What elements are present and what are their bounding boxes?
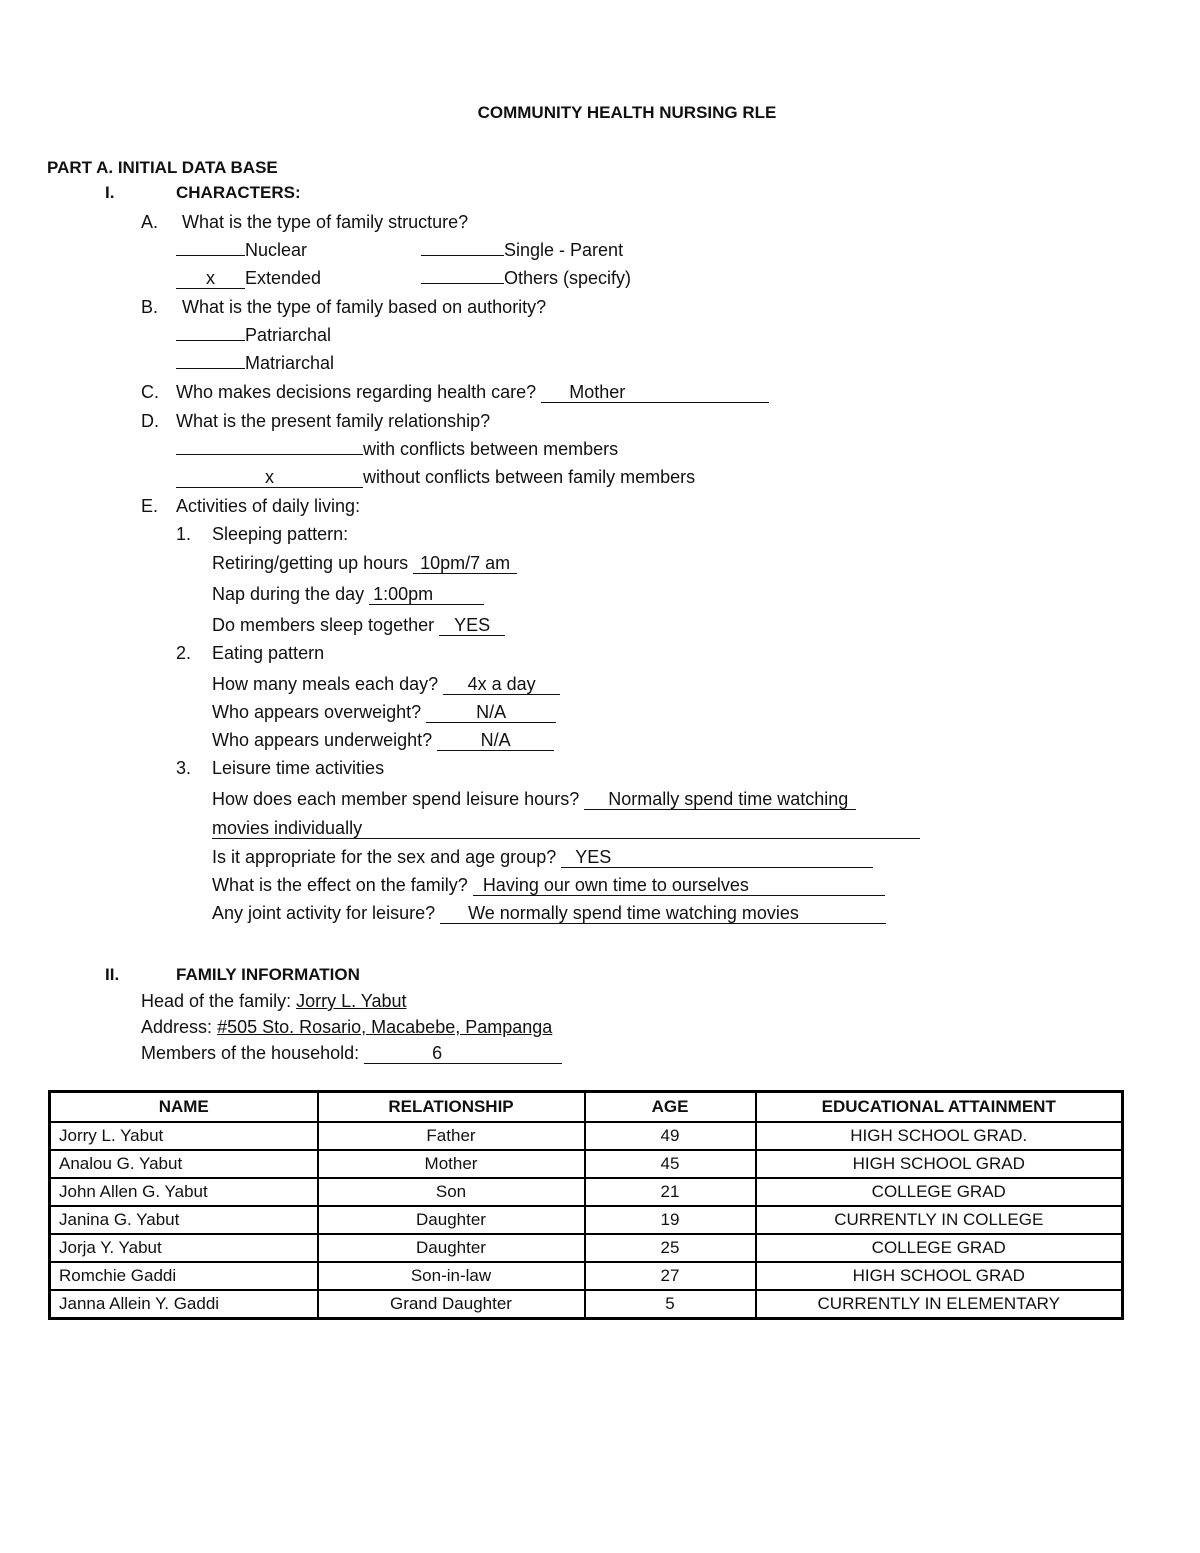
question-d-letter: D. — [141, 411, 159, 431]
option-nuclear-label: Nuclear — [245, 240, 308, 260]
question-a-letter: A. — [141, 212, 159, 232]
member-relationship: Son-in-law — [318, 1262, 585, 1290]
table-row — [50, 1262, 1123, 1290]
option-without-conflicts-label: without conflicts between family members — [363, 467, 696, 487]
together-answer[interactable]: YES — [439, 615, 505, 636]
table-row — [50, 1150, 1123, 1178]
address-row — [141, 1016, 552, 1038]
meals-answer[interactable]: 4x a day — [443, 674, 560, 695]
option-patriarchal-label: Patriarchal — [245, 325, 332, 345]
underweight-question: Who appears underweight? — [212, 730, 433, 750]
table-header-row — [50, 1092, 1123, 1123]
member-age: 5 — [585, 1290, 756, 1319]
nap-question: Nap during the day — [212, 584, 365, 604]
member-education: HIGH SCHOOL GRAD — [756, 1150, 1123, 1178]
eat-heading: Eating pattern — [212, 643, 325, 663]
section-2-number: II. — [105, 965, 120, 984]
member-relationship: Daughter — [318, 1234, 585, 1262]
overweight-row — [212, 701, 556, 723]
question-c-row — [176, 381, 769, 403]
member-education: CURRENTLY IN ELEMENTARY — [756, 1290, 1123, 1319]
others-blank[interactable] — [421, 283, 504, 284]
part-a-heading: PART A. INITIAL DATA BASE — [47, 158, 278, 177]
leisure-heading: Leisure time activities — [212, 758, 385, 778]
household-members-answer[interactable] — [364, 1043, 562, 1064]
matriarchal-blank[interactable] — [176, 368, 245, 369]
together-row — [212, 614, 505, 636]
member-age: 21 — [585, 1178, 756, 1206]
member-age: 19 — [585, 1206, 756, 1234]
question-c-text: Who makes decisions regarding health care? — [176, 382, 537, 402]
household-members-table — [48, 1090, 1124, 1320]
member-name: John Allen G. Yabut — [50, 1178, 318, 1206]
meals-row — [212, 673, 560, 695]
joint-answer[interactable]: We normally spend time watching movies — [440, 903, 886, 924]
section-1-number: I. — [105, 183, 115, 202]
option-others-label: Others (specify) — [504, 268, 632, 288]
question-c-letter: C. — [141, 382, 159, 402]
member-age: 49 — [585, 1122, 756, 1150]
with-conflicts-blank[interactable] — [176, 454, 363, 455]
table-row — [50, 1206, 1123, 1234]
column-header-age: AGE — [585, 1092, 756, 1123]
sleep-heading: Sleeping pattern: — [212, 524, 349, 544]
member-name: Jorry L. Yabut — [50, 1122, 318, 1150]
member-education: COLLEGE GRAD — [756, 1234, 1123, 1262]
option-matriarchal — [176, 352, 334, 374]
option-with-conflicts-label: with conflicts between members — [363, 439, 619, 459]
head-of-family-label: Head of the family: — [141, 991, 292, 1011]
question-a-text: What is the type of family structure? — [182, 212, 469, 232]
nap-answer[interactable]: 1:00pm — [369, 584, 484, 605]
decision-maker-answer[interactable] — [541, 382, 769, 403]
option-patriarchal — [176, 324, 331, 346]
option-single-parent-label: Single - Parent — [504, 240, 624, 260]
member-education: CURRENTLY IN COLLEGE — [756, 1206, 1123, 1234]
appropriate-question: Is it appropriate for the sex and age group? — [212, 847, 557, 867]
question-e-letter: E. — [141, 496, 159, 516]
underweight-answer[interactable]: N/A — [437, 730, 554, 751]
sleep-number: 1. — [176, 524, 192, 544]
member-relationship: Son — [318, 1178, 585, 1206]
without-conflicts-mark[interactable]: x — [176, 467, 363, 488]
section-2-heading: FAMILY INFORMATION — [176, 965, 360, 984]
member-education: HIGH SCHOOL GRAD — [756, 1262, 1123, 1290]
column-header-name: NAME — [50, 1092, 318, 1123]
household-members-label: Members of the household: — [141, 1043, 360, 1063]
table-row — [50, 1122, 1123, 1150]
retiring-question: Retiring/getting up hours — [212, 553, 409, 573]
effect-row — [212, 874, 885, 896]
retiring-answer[interactable]: 10pm/7 am — [413, 553, 517, 574]
underweight-row — [212, 729, 554, 751]
member-age: 27 — [585, 1262, 756, 1290]
extended-mark[interactable]: x — [176, 268, 245, 289]
question-b-letter: B. — [141, 297, 159, 317]
option-matriarchal-label: Matriarchal — [245, 353, 335, 373]
option-without-conflicts — [176, 466, 695, 488]
patriarchal-blank[interactable] — [176, 340, 245, 341]
spend-answer[interactable]: Normally spend time watching — [584, 789, 856, 810]
spend-row-continued — [212, 817, 920, 839]
joint-question: Any joint activity for leisure? — [212, 903, 436, 923]
spend-answer-continued[interactable]: movies individually — [212, 818, 920, 839]
member-relationship: Mother — [318, 1150, 585, 1178]
nuclear-blank[interactable] — [176, 255, 245, 256]
head-of-family-value[interactable]: Jorry L. Yabut — [296, 991, 407, 1011]
appropriate-row — [212, 846, 873, 868]
member-name: Romchie Gaddi — [50, 1262, 318, 1290]
effect-question: What is the effect on the family? — [212, 875, 468, 895]
spend-row — [212, 788, 856, 810]
together-question: Do members sleep together — [212, 615, 435, 635]
retiring-row — [212, 552, 517, 574]
section-1-heading: CHARACTERS: — [176, 183, 301, 202]
joint-row — [212, 902, 886, 924]
option-extended — [176, 267, 321, 289]
member-name: Jorja Y. Yabut — [50, 1234, 318, 1262]
document-title: COMMUNITY HEALTH NURSING RLE — [477, 103, 777, 122]
eat-number: 2. — [176, 643, 192, 663]
table-row — [50, 1234, 1123, 1262]
member-relationship: Grand Daughter — [318, 1290, 585, 1319]
leisure-number: 3. — [176, 758, 192, 778]
nap-row — [212, 583, 484, 605]
member-name: Janna Allein Y. Gaddi — [50, 1290, 318, 1319]
decision-maker-value: Mother — [569, 382, 626, 402]
table-row — [50, 1178, 1123, 1206]
option-nuclear — [176, 239, 307, 261]
option-single-parent — [421, 239, 623, 261]
option-with-conflicts — [176, 438, 618, 460]
table-row — [50, 1290, 1123, 1319]
question-e-text: Activities of daily living: — [176, 496, 361, 516]
household-members-row — [141, 1042, 562, 1064]
question-b-text: What is the type of family based on authority? — [182, 297, 547, 317]
household-members-value: 6 — [432, 1043, 443, 1063]
overweight-answer[interactable]: N/A — [426, 702, 556, 723]
member-name: Janina G. Yabut — [50, 1206, 318, 1234]
member-education: COLLEGE GRAD — [756, 1178, 1123, 1206]
column-header-relationship: RELATIONSHIP — [318, 1092, 585, 1123]
single-parent-blank[interactable] — [421, 255, 504, 256]
address-value[interactable]: #505 Sto. Rosario, Macabebe, Pampanga — [217, 1017, 553, 1037]
meals-question: How many meals each day? — [212, 674, 439, 694]
overweight-question: Who appears overweight? — [212, 702, 422, 722]
member-relationship: Daughter — [318, 1206, 585, 1234]
spend-question: How does each member spend leisure hours? — [212, 789, 580, 809]
member-age: 25 — [585, 1234, 756, 1262]
option-others — [421, 267, 631, 289]
head-of-family-row — [141, 990, 406, 1012]
effect-answer[interactable]: Having our own time to ourselves — [473, 875, 885, 896]
option-extended-label: Extended — [245, 268, 322, 288]
column-header-education: EDUCATIONAL ATTAINMENT — [756, 1092, 1123, 1123]
member-education: HIGH SCHOOL GRAD. — [756, 1122, 1123, 1150]
member-name: Analou G. Yabut — [50, 1150, 318, 1178]
question-d-text: What is the present family relationship? — [176, 411, 491, 431]
address-label: Address: — [141, 1017, 213, 1037]
appropriate-answer[interactable]: YES — [561, 847, 873, 868]
member-relationship: Father — [318, 1122, 585, 1150]
member-age: 45 — [585, 1150, 756, 1178]
